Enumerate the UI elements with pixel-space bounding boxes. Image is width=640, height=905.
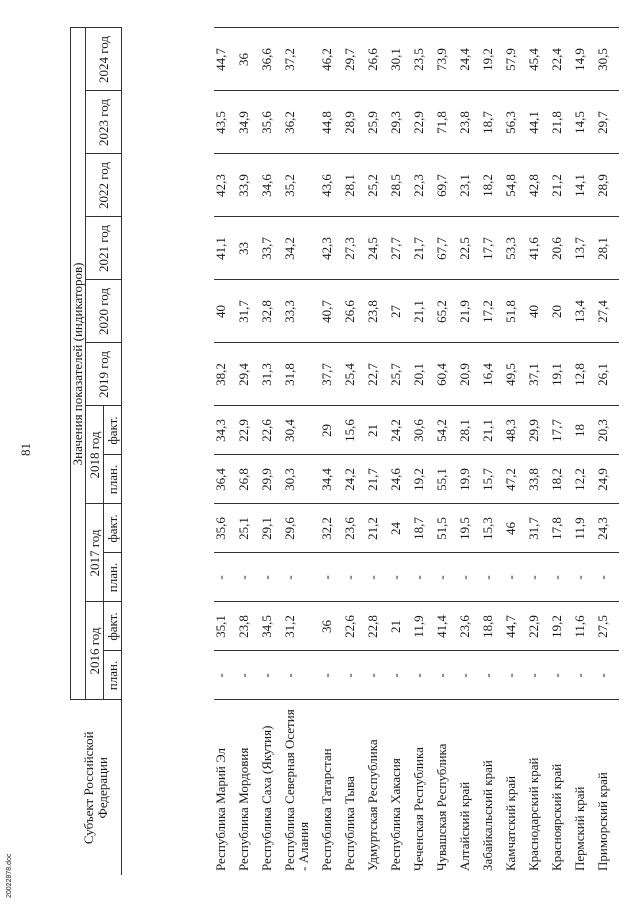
table-row [260, 28, 283, 875]
table-row [458, 28, 481, 875]
value-cell: 54,2 [435, 406, 458, 455]
value-cell: 16,4 [481, 343, 504, 406]
subject-cell: Красноярский край [549, 763, 564, 871]
table-body [214, 28, 619, 875]
year-header-2018: 2018 год [86, 406, 104, 504]
value-cell: 11,9 [573, 504, 596, 553]
value-cell: 15,3 [481, 504, 504, 553]
value-cell: 43,6 [320, 154, 343, 217]
year-header-2021: 2021 год [86, 217, 122, 280]
value-cell: 20,3 [596, 406, 619, 455]
value-cell: 19,9 [458, 455, 481, 504]
value-cell: 35,6 [214, 504, 237, 553]
value-cell: - [527, 651, 550, 700]
subject-cell: Камчатский край [503, 775, 518, 871]
value-cell: 47,2 [504, 455, 527, 504]
value-cell: 24,3 [596, 504, 619, 553]
value-cell: 23,1 [458, 154, 481, 217]
value-cell: 21 [389, 602, 412, 651]
value-cell: 28,1 [343, 154, 366, 217]
value-cell: - [343, 553, 366, 602]
value-cell: 23,5 [412, 28, 435, 91]
value-cell: 17,2 [481, 280, 504, 343]
value-cell: 41,6 [527, 217, 550, 280]
subject-cell: Республика Хакасия [388, 758, 403, 871]
value-cell: 25,7 [389, 343, 412, 406]
value-cell: 29,9 [527, 406, 550, 455]
value-cell: - [237, 553, 260, 602]
plan-header-2017: план. [104, 553, 122, 602]
value-cell: 25,2 [366, 154, 389, 217]
value-cell: 33,7 [260, 217, 283, 280]
value-cell: - [343, 651, 366, 700]
value-cell: - [504, 553, 527, 602]
value-cell: 51,5 [435, 504, 458, 553]
value-cell: 28,9 [596, 154, 619, 217]
indicators-table [70, 27, 619, 875]
value-cell: 22,8 [366, 602, 389, 651]
value-cell: 30,5 [596, 28, 619, 91]
value-cell: - [320, 651, 343, 700]
table-row [412, 28, 435, 875]
fact-header-2018: факт. [104, 406, 122, 455]
value-cell: 19,2 [550, 602, 573, 651]
value-cell: 11,6 [573, 602, 596, 651]
value-cell: 54,8 [504, 154, 527, 217]
subject-cell: Республика Тыва [342, 776, 357, 871]
value-cell: 65,2 [435, 280, 458, 343]
subject-cell: Приморский край [595, 772, 610, 871]
value-cell: 29,1 [260, 504, 283, 553]
value-cell: - [283, 651, 320, 700]
value-cell: 33 [237, 217, 260, 280]
value-cell: 25,9 [366, 91, 389, 154]
value-cell: 20,1 [412, 343, 435, 406]
value-cell: - [366, 553, 389, 602]
value-cell: 12,2 [573, 455, 596, 504]
value-cell: 30,1 [389, 28, 412, 91]
value-cell: 26,8 [237, 455, 260, 504]
value-cell: 55,1 [435, 455, 458, 504]
subject-cell: Республика Северная Осетия - Алания [282, 709, 311, 871]
value-cell: - [214, 651, 237, 700]
value-cell: 23,6 [458, 602, 481, 651]
value-cell: 17,7 [481, 217, 504, 280]
value-cell: 22,6 [343, 602, 366, 651]
value-cell: 22,6 [260, 406, 283, 455]
year-header-2023: 2023 год [86, 91, 122, 154]
value-cell: 34,2 [283, 217, 320, 280]
value-cell: 21,2 [366, 504, 389, 553]
value-cell: 27,4 [596, 280, 619, 343]
value-cell: 26,6 [366, 28, 389, 91]
value-cell: 18,7 [412, 504, 435, 553]
value-cell: 33,9 [237, 154, 260, 217]
rotated-table-sheet [70, 30, 610, 875]
value-cell: 28,9 [343, 91, 366, 154]
value-cell: 18,2 [481, 154, 504, 217]
table-row [435, 28, 458, 875]
value-cell: 23,8 [458, 91, 481, 154]
value-cell: 31,2 [283, 602, 320, 651]
value-cell: 22,9 [527, 602, 550, 651]
value-cell: 37,7 [320, 343, 343, 406]
value-cell: 48,3 [504, 406, 527, 455]
table-row [283, 28, 320, 875]
value-cell: 29,9 [260, 455, 283, 504]
value-cell: - [573, 553, 596, 602]
value-cell: 40,7 [320, 280, 343, 343]
fact-header-2017: факт. [104, 504, 122, 553]
value-cell: 33,3 [283, 280, 320, 343]
value-cell: 25,1 [237, 504, 260, 553]
value-cell: 29,7 [343, 28, 366, 91]
value-cell: 28,1 [596, 217, 619, 280]
value-cell: 30,4 [283, 406, 320, 455]
value-cell: - [458, 553, 481, 602]
value-cell: 11,9 [412, 602, 435, 651]
value-cell: 42,3 [214, 154, 237, 217]
value-cell: 19,5 [458, 504, 481, 553]
value-cell: 27,7 [389, 217, 412, 280]
value-cell: - [320, 553, 343, 602]
value-cell: 21,1 [481, 406, 504, 455]
subject-cell: Республика Саха (Якутия) [259, 725, 274, 871]
value-cell: 18 [573, 406, 596, 455]
value-cell: 44,7 [214, 28, 237, 91]
value-cell: 32,2 [320, 504, 343, 553]
subject-cell: Чувашская Республика [434, 743, 449, 871]
value-cell: 27 [389, 280, 412, 343]
plan-header-2016: план. [104, 651, 122, 700]
value-cell: 34,9 [237, 91, 260, 154]
value-cell: - [573, 651, 596, 700]
value-cell: - [214, 553, 237, 602]
value-cell: 23,6 [343, 504, 366, 553]
value-cell: 20,9 [458, 343, 481, 406]
value-cell: 13,4 [573, 280, 596, 343]
value-cell: 37,2 [283, 28, 320, 91]
table-row [343, 28, 366, 875]
value-cell: 19,2 [412, 455, 435, 504]
value-cell: 56,3 [504, 91, 527, 154]
value-cell: 31,7 [237, 280, 260, 343]
value-cell: 22,9 [412, 91, 435, 154]
value-cell: - [260, 553, 283, 602]
table-row [366, 28, 389, 875]
value-cell: 49,5 [504, 343, 527, 406]
value-cell: 14,5 [573, 91, 596, 154]
value-cell: - [237, 651, 260, 700]
value-cell: 25,4 [343, 343, 366, 406]
value-cell: 19,2 [481, 28, 504, 91]
value-cell: 31,7 [527, 504, 550, 553]
value-cell: 21,7 [366, 455, 389, 504]
table-row [214, 28, 237, 875]
value-cell: 37,1 [527, 343, 550, 406]
value-cell: 51,8 [504, 280, 527, 343]
value-cell: 29,4 [237, 343, 260, 406]
value-cell: 24,6 [389, 455, 412, 504]
value-cell: 29,3 [389, 91, 412, 154]
value-cell: 24,5 [366, 217, 389, 280]
value-cell: 22,7 [366, 343, 389, 406]
value-cell: 35,1 [214, 602, 237, 651]
value-cell: - [389, 651, 412, 700]
value-cell: - [596, 651, 619, 700]
value-cell: - [435, 553, 458, 602]
value-cell: 17,8 [550, 504, 573, 553]
table-row [389, 28, 412, 875]
value-cell: 34,3 [214, 406, 237, 455]
page-number: 81 [18, 443, 33, 456]
value-cell: 30,6 [412, 406, 435, 455]
value-cell: 24,4 [458, 28, 481, 91]
value-cell: 73,9 [435, 28, 458, 91]
value-cell: 20,6 [550, 217, 573, 280]
value-cell: 41,4 [435, 602, 458, 651]
value-cell: 40 [214, 280, 237, 343]
value-cell: 46,2 [320, 28, 343, 91]
value-cell: 34,5 [260, 602, 283, 651]
value-cell: 44,7 [504, 602, 527, 651]
value-cell: 21,9 [458, 280, 481, 343]
subject-cell: Республика Татарстан [319, 748, 334, 871]
table-row [527, 28, 550, 875]
table-row [481, 28, 504, 875]
value-cell: 14,1 [573, 154, 596, 217]
value-cell: 24,9 [596, 455, 619, 504]
value-cell: 42,3 [320, 217, 343, 280]
value-cell: 34,4 [320, 455, 343, 504]
value-cell: 29 [320, 406, 343, 455]
value-cell: - [412, 651, 435, 700]
value-cell: 17,7 [550, 406, 573, 455]
subject-column-header: Субъект Российской Федерации [71, 700, 122, 875]
value-cell: 35,2 [283, 154, 320, 217]
table-header [71, 28, 215, 875]
fact-header-2016: факт. [104, 602, 122, 651]
value-cell: 20 [550, 280, 573, 343]
value-cell: 35,6 [260, 91, 283, 154]
value-cell: 71,8 [435, 91, 458, 154]
value-cell: 22,9 [237, 406, 260, 455]
subject-cell: Республика Марий Эл [213, 748, 228, 871]
value-cell: 30,3 [283, 455, 320, 504]
value-cell: - [260, 651, 283, 700]
value-cell: 28,1 [458, 406, 481, 455]
value-cell: 21 [366, 406, 389, 455]
value-cell: 29,7 [596, 91, 619, 154]
value-cell: 18,2 [550, 455, 573, 504]
value-cell: 26,1 [596, 343, 619, 406]
value-cell: - [283, 553, 320, 602]
value-cell: 31,8 [283, 343, 320, 406]
year-header-2019: 2019 год [86, 343, 122, 406]
value-cell: - [481, 651, 504, 700]
value-cell: - [527, 553, 550, 602]
value-cell: 67,7 [435, 217, 458, 280]
value-cell: 36,6 [260, 28, 283, 91]
value-cell: 24,2 [343, 455, 366, 504]
table-row [237, 28, 260, 875]
value-cell: 21,8 [550, 91, 573, 154]
value-cell: - [389, 553, 412, 602]
value-cell: 15,6 [343, 406, 366, 455]
subject-cell: Забайкальский край [480, 760, 495, 871]
value-cell: 42,8 [527, 154, 550, 217]
value-cell: - [481, 553, 504, 602]
value-cell: - [550, 651, 573, 700]
value-cell: 69,7 [435, 154, 458, 217]
year-header-2020: 2020 год [86, 280, 122, 343]
value-cell: - [366, 651, 389, 700]
subject-cell: Республика Мордовия [236, 747, 251, 871]
value-cell: - [435, 651, 458, 700]
subject-cell: Удмуртская Республика [365, 739, 380, 871]
value-cell: - [596, 553, 619, 602]
value-cell: - [458, 651, 481, 700]
values-group-header: Значения показателей (индикаторов) [71, 28, 86, 700]
year-header-2017: 2017 год [86, 504, 104, 602]
value-cell: 24 [389, 504, 412, 553]
value-cell: 24,2 [389, 406, 412, 455]
table-row [596, 28, 619, 875]
subject-cell: Чеченская Республика [411, 747, 426, 871]
value-cell: 12,8 [573, 343, 596, 406]
plan-header-2018: план. [104, 455, 122, 504]
value-cell: 27,3 [343, 217, 366, 280]
value-cell: 57,9 [504, 28, 527, 91]
value-cell: 22,5 [458, 217, 481, 280]
value-cell: 44,8 [320, 91, 343, 154]
value-cell: 19,1 [550, 343, 573, 406]
value-cell: 18,8 [481, 602, 504, 651]
value-cell: 36 [320, 602, 343, 651]
value-cell: 26,6 [343, 280, 366, 343]
value-cell: 22,4 [550, 28, 573, 91]
value-cell: 36,4 [214, 455, 237, 504]
value-cell: 28,5 [389, 154, 412, 217]
value-cell: - [412, 553, 435, 602]
value-cell: 15,7 [481, 455, 504, 504]
subject-cell: Пермский край [572, 786, 587, 871]
value-cell: 32,8 [260, 280, 283, 343]
value-cell: 53,3 [504, 217, 527, 280]
value-cell: 22,3 [412, 154, 435, 217]
value-cell: 27,5 [596, 602, 619, 651]
value-cell: 36,2 [283, 91, 320, 154]
value-cell: 31,3 [260, 343, 283, 406]
value-cell: 21,2 [550, 154, 573, 217]
value-cell: 38,2 [214, 343, 237, 406]
value-cell: 60,4 [435, 343, 458, 406]
document-code: 20022878.doc [6, 853, 13, 898]
value-cell: 14,9 [573, 28, 596, 91]
value-cell: 44,1 [527, 91, 550, 154]
value-cell: - [550, 553, 573, 602]
value-cell: 29,6 [283, 504, 320, 553]
value-cell: 40 [527, 280, 550, 343]
year-header-2024: 2024 год [86, 28, 122, 91]
value-cell: 36 [237, 28, 260, 91]
value-cell: 23,8 [237, 602, 260, 651]
value-cell: 23,8 [366, 280, 389, 343]
value-cell: 41,1 [214, 217, 237, 280]
value-cell: 18,7 [481, 91, 504, 154]
table-row [320, 28, 343, 875]
year-header-2022: 2022 год [86, 154, 122, 217]
subject-cell: Краснодарский край [526, 757, 541, 871]
value-cell: 43,5 [214, 91, 237, 154]
table-row [504, 28, 527, 875]
subject-cell: Алтайский край [457, 781, 472, 871]
value-cell: 34,6 [260, 154, 283, 217]
value-cell: 33,8 [527, 455, 550, 504]
table-row [550, 28, 573, 875]
value-cell: - [504, 651, 527, 700]
table-row [573, 28, 596, 875]
value-cell: 21,1 [412, 280, 435, 343]
value-cell: 46 [504, 504, 527, 553]
value-cell: 45,4 [527, 28, 550, 91]
value-cell: 21,7 [412, 217, 435, 280]
year-header-2016: 2016 год [86, 602, 104, 700]
value-cell: 13,7 [573, 217, 596, 280]
